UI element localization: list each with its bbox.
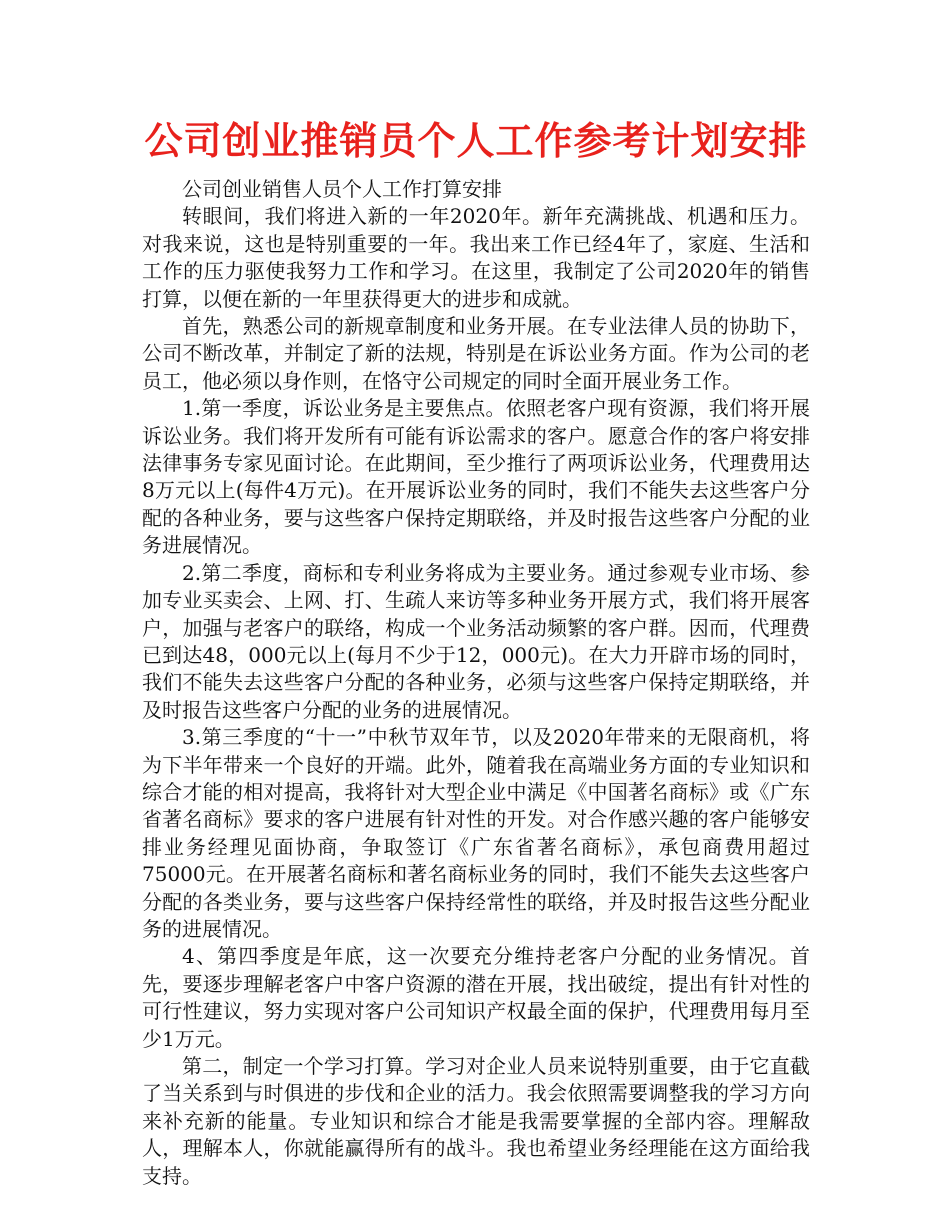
paragraph-q1: 1.第一季度，诉讼业务是主要焦点。依照老客户现有资源，我们将开展诉讼业务。我们将开发所有可能有诉讼需求的客户。愿意合作的客户将安排法律事务专家见面讨论。在此期间，至少推行了两项诉讼业务，代理费用达8万元以上(每件4万元)。在开展诉讼业务的同时，我们不能失去这些客户分配的各种业务，要与这些客户保持定期联络，并及时报告这些客户分配的业务进展情况。: [142, 396, 810, 558]
paragraph-second: 第二，制定一个学习打算。学习对企业人员来说特别重要，由于它直截了当关系到与时俱进的步伐和企业的活力。我会依照需要调整我的学习方向来补充新的能量。专业知识和综合才能是我需要掌握的全部内容。理解敌人，理解本人，你就能赢得所有的战斗。我也希望业务经理能在这方面给我支持。: [142, 1054, 810, 1188]
paragraph-q4: 4、第四季度是年底，这一次要充分维持老客户分配的业务情况。首先，要逐步理解老客户中客户资源的潜在开展，找出破绽，提出有针对性的可行性建议，努力实现对客户公司知识产权最全面的保护，代理费用每月至少1万元。: [142, 944, 810, 1051]
document-title: 公司创业推销员个人工作参考计划安排: [144, 119, 808, 163]
paragraph-q2: 2.第二季度，商标和专利业务将成为主要业务。通过参观专业市场、参加专业买卖会、上网、打、生疏人来访等多种业务开展方式，我们将开展客户，加强与老客户的联络，构成一个业务活动频繁的客户群。因而，代理费已到达48，000元以上(每月不少于12，000元)。在大力开辟市场的同时，我们不能失去这些客户分配的各种业务，必须与这些客户保持定期联络，并及时报告这些客户分配的业务的进展情况。: [142, 560, 810, 722]
paragraph-first: 首先，熟悉公司的新规章制度和业务开展。在专业法律人员的协助下，公司不断改革，并制定了新的法规，特别是在诉讼业务方面。作为公司的老员工，他必须以身作则，在恪守公司规定的同时全面开展业务工作。: [142, 314, 810, 393]
paragraph-q3: 3.第三季度的“十一”中秋节双年节，以及2020年带来的无限商机，将为下半年带来一个良好的开端。此外，随着我在高端业务方面的专业知识和综合才能的相对提高，我将针对大型企业中满足《中国著名商标》或《广东省著名商标》要求的客户进展有针对性的开发。对合作感兴趣的客户能够安排业务经理见面协商，争取签订《广东省著名商标》，承包商费用超过75000元。在开展著名商标和著名商标业务的同时，我们不能失去这些客户分配的各类业务，要与这些客户保持经常性的联络，并及时报告这些分配业务的进展情况。: [142, 725, 810, 941]
paragraph-intro: 转眼间，我们将进入新的一年2020年。新年充满挑战、机遇和压力。对我来说，这也是特别重要的一年。我出来工作已经4年了，家庭、生活和工作的压力驱使我努力工作和学习。在这里，我制定了公司2020年的销售打算，以便在新的一年里获得更大的进步和成就。: [142, 204, 810, 311]
document-subtitle: 公司创业销售人员个人工作打算安排: [182, 177, 502, 201]
